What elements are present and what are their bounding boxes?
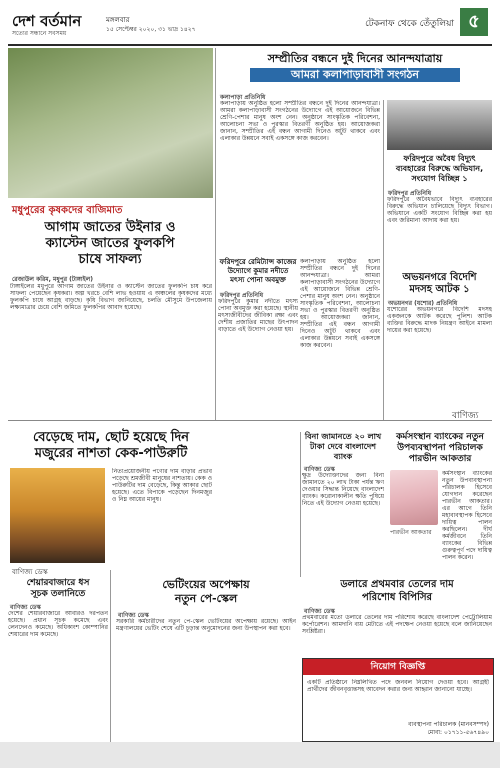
- karma-headline-line3: পারভীন আকতার: [408, 454, 472, 464]
- column-divider: [300, 432, 301, 577]
- top-right-headline-line2: আমরা কলাপাড়াবাসী সংগঠন: [250, 68, 460, 82]
- top-right-headline: [220, 52, 490, 84]
- faridpur-byline: ফরিদপুর প্রতিনিধি: [220, 292, 264, 299]
- faridpur-headline-line1: ফরিদপুরে রেমিট্যান্স কাজের: [219, 258, 297, 266]
- bank-headline-line1: বিনা জামানতে ২০ লাখ: [304, 432, 382, 441]
- advert-signature: ব্যবস্থাপনা পরিচালক (মানবসম্পদ): [408, 721, 489, 728]
- farmer-headline: [10, 220, 210, 268]
- page-number: ৫: [460, 8, 488, 36]
- right2-body: যশোরের অভয়নগরে বিদেশি মদসহ একজনকে আটক করেছে পুলিশ। আটক ব্যক্তির বিরুদ্ধে মাদক নিয়ন্ত্রণ আইনে মামলা দায়ের করা হয়েছে।: [387, 306, 492, 334]
- bottom-strip: [0, 742, 500, 768]
- bread-body: নিত্যপ্রয়োজনীয় পণ্যের দাম বাড়ার প্রভাব পড়েছে শ্রমজীবী মানুষের নাশতায়। কেক ও পাউরুটির দাম বেড়েছে, কিন্তু আকার ছোট হয়েছে। এতে বিপাকে পড়েছেন দিনমজুর ও নিম্ন আয়ের মানুষ।: [112, 468, 212, 503]
- header-day: মঙ্গলবার: [106, 16, 130, 24]
- top-right-body: কলাপাড়ায় অনুষ্ঠিত হলো সম্প্রীতির বন্ধনে দুই দিনের আনন্দযাত্রা। আমরা কলাপাড়াবাসী সংগঠনের উদ্যোগে এই আয়োজনে বিভিন্ন শ্রেণি-পেশার মানুষ অংশ নেন। অনুষ্ঠানে সাংস্কৃতিক পরিবেশনা, আলোচনা সভা ও পুরস্কার বিতরণী অনুষ্ঠিত হয়। আয়োজকরা জানান, সম্প্রীতির এই বন্ধন আগামী দিনেও অটুট থাকবে এবং এলাকার উন্নয়নে সবাই একসঙ্গে কাজ করবেন।: [220, 100, 380, 142]
- karma-headline: [388, 432, 492, 465]
- farmer-headline-line1: আগাম জাতের উইনার ও: [44, 220, 176, 235]
- farmer-headline-line2: ক্যাস্টেন জাতের ফুলকপি: [45, 236, 175, 251]
- header-date: ১৫ সেপ্টেম্বর ২০২০, ৩১ ভাদ্র ১৪২৭: [106, 26, 196, 33]
- oil-headline-line2: পরিশোধ বিপিসির: [361, 592, 433, 603]
- right1-headline: [387, 154, 492, 184]
- bread-shop-photo: [10, 468, 105, 563]
- faridpur-headline-line3: মৎস্য পোনা অবমুক্ত: [230, 276, 286, 284]
- right2-headline-line1: অভয়নগরে বিদেশি: [402, 272, 477, 283]
- pay-headline-line2: নতুন পে-স্কেল: [174, 592, 238, 605]
- bread-headline: [10, 430, 212, 462]
- share-body: দেশের শেয়ারবাজারে আবারও দরপতন হয়েছে। প্রধান সূচক কমেছে এবং লেনদেনও কমেছে। অধিকাংশ কোম্পানির শেয়ারের দাম কমেছে।: [8, 610, 108, 638]
- parvin-caption: পারভীন আকতার: [390, 529, 432, 536]
- column-divider: [383, 100, 384, 420]
- share-headline-line1: শেয়ারবাজারে ধস: [26, 578, 90, 588]
- faridpur-headline-line2: উদ্যোগে কুমার নদীতে: [227, 267, 289, 275]
- oil-byline: বাণিজ্য ডেস্ক: [304, 608, 335, 615]
- pay-byline: বাণিজ্য ডেস্ক: [118, 612, 149, 619]
- share-byline: বাণিজ্য ডেস্ক: [10, 604, 41, 611]
- pay-headline-line1: ভেটিংয়ের অপেক্ষায়: [162, 578, 250, 591]
- karma-body: কর্মসংস্থান ব্যাংকের নতুন উপব্যবস্থাপনা পরিচালক হিসেবে যোগদান করেছেন পারভীন আকতার। এর আগে তিনি মহাব্যবস্থাপক হিসেবে দায়িত্ব পালন করছিলেন। দীর্ঘ কর্মজীবনে তিনি ব্যাংকের বিভিন্ন গুরুত্বপূর্ণ পদে দায়িত্ব পালন করেন।: [442, 470, 492, 561]
- right2-headline-line2: মদসহ আটক ১: [409, 284, 470, 295]
- electric-photo: [387, 100, 492, 150]
- farmer-headline-line3: চাষে সাফল্য: [78, 252, 142, 267]
- top-right-headline-line1: সম্প্রীতির বন্ধনে দুই দিনের আনন্দযাত্রায়: [267, 52, 443, 65]
- farmer-photo: [8, 48, 213, 198]
- page-header: [8, 6, 492, 46]
- right2-headline: [387, 272, 492, 296]
- right2-byline: অভয়নগর (যশোর) প্রতিনিধি: [388, 300, 458, 307]
- advert-title: নিয়োগ বিজ্ঞপ্তি: [303, 659, 493, 675]
- right1-headline-line1: ফরিদপুরে অবৈধ বিদ্যুৎ: [403, 154, 476, 163]
- logo-text: দেশ বর্তমান: [12, 12, 82, 30]
- bank-body: ক্ষুদ্র উদ্যোক্তাদের জন্য বিনা জামানতে ২০ লাখ টাকা পর্যন্ত ঋণ দেওয়ার সিদ্ধান্ত নিয়েছে বাংলাদেশ ব্যাংক। করোনাকালীন ক্ষতি পুষিয়ে নিতে এই উদ্যোগ নেওয়া হয়েছে।: [302, 472, 384, 507]
- faridpur-headline: [218, 258, 298, 285]
- top-right-body-cont: কলাপাড়ায় অনুষ্ঠিত হলো সম্প্রীতির বন্ধনে দুই দিনের আনন্দযাত্রা। আমরা কলাপাড়াবাসী সংগঠনের উদ্যোগে এই আয়োজনে বিভিন্ন শ্রেণি-পেশার মানুষ অংশ নেন। অনুষ্ঠানে সাংস্কৃতিক পরিবেশনা, আলোচনা সভা ও পুরস্কার বিতরণী অনুষ্ঠিত হয়। আয়োজকরা জানান, সম্প্রীতির এই বন্ধন আগামী দিনেও অটুট থাকবে এবং এলাকার উন্নয়নে সবাই একসঙ্গে কাজ করবেন।: [300, 258, 380, 349]
- share-headline-line2: সূচক তলানিতে: [30, 589, 86, 599]
- pay-body: সরকারি কর্মচারীদের নতুন পে-স্কেল ভেটিংয়ের অপেক্ষায় রয়েছে। আইন মন্ত্রণালয়ের ভেটিং শেষে এটি চূড়ান্ত অনুমোদনের জন্য উপস্থাপন করা হবে।: [116, 618, 296, 632]
- column-divider: [110, 570, 111, 745]
- section-divider: [8, 420, 492, 421]
- bread-headline-line2: মজুরের নাশতা কেক-পাউরুটি: [34, 446, 188, 461]
- bank-byline: বাণিজ্য ডেস্ক: [304, 466, 335, 473]
- farmer-body: টাঙ্গাইলের মধুপুরে আগাম জাতের উইনার ও ক্যাস্টেন জাতের ফুলকপি চাষ করে সাফল্য পেয়েছেন কৃষকরা। অল্প খরচে বেশি লাভ হওয়ায় এ অঞ্চলের কৃষকদের মধ্যে ফুলকপি চাষে আগ্রহ বাড়ছে। কৃষি বিভাগ জানিয়েছে, চলতি মৌসুমে উপজেলায় লক্ষ্যমাত্রার চেয়ে বেশি জমিতে ফুলকপির আবাদ হয়েছে।: [10, 283, 212, 311]
- parvin-akhtar-photo: [390, 470, 438, 525]
- bank-headline-line3: ব্যাংক: [333, 452, 353, 461]
- right1-byline: ফরিদপুর প্রতিনিধি: [388, 190, 432, 197]
- bread-caption: বাণিজ্য ডেস্ক: [12, 568, 48, 576]
- advert-phone: মোবা: ০১৭১১-৫৬৭৪৯০: [427, 729, 489, 736]
- section-label-banijjo: বাণিজ্য: [452, 411, 479, 421]
- bread-headline-line1: বেড়েছে দাম, ছোট হয়েছে দিন: [32, 430, 190, 445]
- farmer-caption: মধুপুরের কৃষকদের বাজিমাত: [12, 205, 123, 216]
- bank-headline: [302, 432, 384, 462]
- right1-headline-line2: ব্যবহারের বিরুদ্ধে অভিযান,: [395, 164, 484, 173]
- right1-headline-line3: সংযোগ বিচ্ছিন্ন ১: [411, 174, 468, 183]
- logo-subtitle: সত্যের সন্ধানে সবসময়: [12, 30, 67, 37]
- karma-headline-line1: কর্মসংস্থান ব্যাংকের নতুন: [396, 432, 484, 442]
- right1-body: ফরিদপুরে অবৈধভাবে বিদ্যুৎ ব্যবহারের বিরুদ্ধে অভিযান চালিয়েছে বিদ্যুৎ বিভাগ। অভিযানে একটি সংযোগ বিচ্ছিন্ন করা হয় এবং জরিমানা আদায় করা হয়।: [387, 196, 492, 224]
- newspaper-logo: [8, 6, 88, 38]
- karma-headline-line2: উপব্যবস্থাপনা পরিচালক: [397, 443, 483, 453]
- pay-headline: [116, 578, 296, 606]
- section-name: টেকনাফ থেকে তেঁতুলিয়া: [365, 19, 454, 29]
- job-advert: [302, 658, 494, 742]
- share-headline: [8, 578, 108, 600]
- bank-headline-line2: টাকা দেবে বাংলাদেশ: [310, 442, 376, 451]
- oil-body: প্রথমবারের মতো ডলারে তেলের দাম পরিশোধ করেছে বাংলাদেশ পেট্রোলিয়াম কর্পোরেশন। আমদানি ব্যয় মেটাতে এই পদক্ষেপ নেওয়া হয়েছে বলে জানিয়েছেন সংশ্লিষ্টরা।: [302, 614, 492, 635]
- oil-headline-line1: ডলারে প্রথমবার তেলের দাম: [340, 579, 454, 590]
- farmer-byline: রেজাউল করিম, মধুপুর (টাঙ্গাইল): [12, 276, 93, 283]
- faridpur-body: ফরিদপুরে কুমার নদীতে মৎস্য পোনা অবমুক্ত করা হয়েছে। স্থানীয় মৎস্যজীবীদের জীবিকা রক্ষা এবং দেশীয় প্রজাতির মাছের উৎপাদন বাড়াতে এই উদ্যোগ নেওয়া হয়।: [218, 298, 298, 333]
- advert-body: একটি প্রতিষ্ঠানে নিম্নলিখিত পদে জনবল নিয়োগ দেওয়া হবে। আগ্রহী প্রার্থীদের জীবনবৃত্তান্তসহ আবেদন করার জন্য আহ্বান জানানো যাচ্ছে।: [307, 679, 489, 693]
- column-divider: [215, 48, 216, 420]
- oil-headline: [302, 578, 492, 604]
- top-right-byline: কলাপাড়া প্রতিনিধি: [220, 94, 266, 101]
